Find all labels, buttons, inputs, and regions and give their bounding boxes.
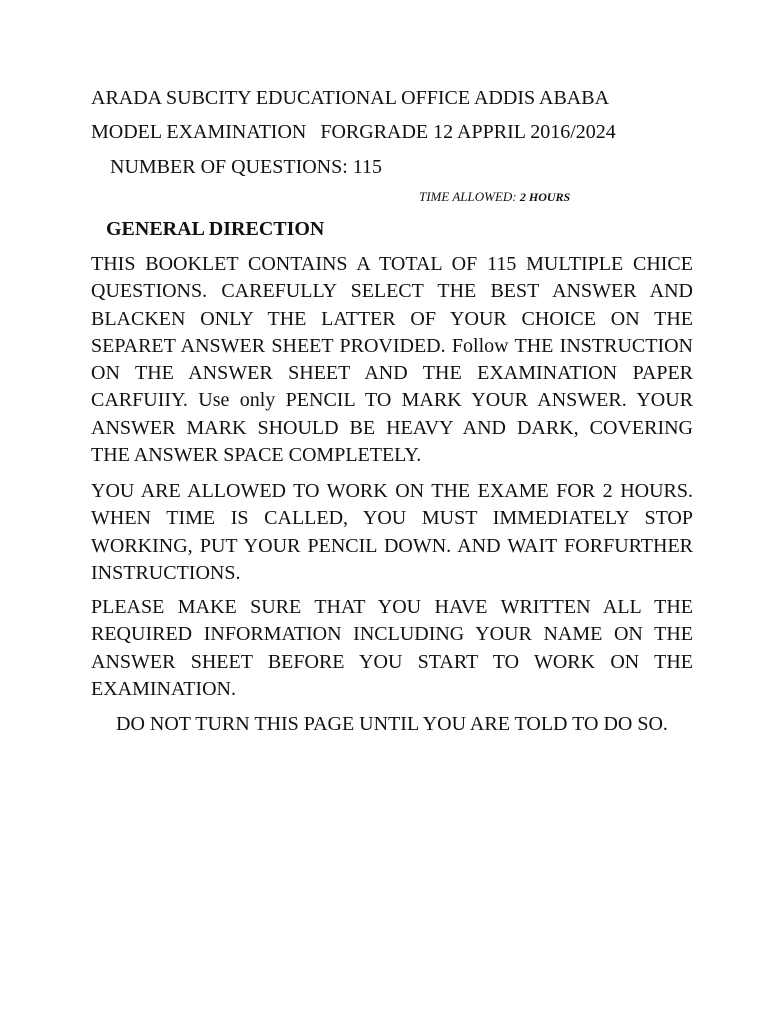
- direction-paragraph-2: YOU ARE ALLOWED TO WORK ON THE EXAME FOR 2 HOURS. WHEN TIME IS CALLED, YOU MUST IMMEDIATELY STOP WORKING, PUT YOUR PENCIL DOWN. AND WAIT FORFURTHER INSTRUCTIONS.: [91, 480, 693, 584]
- direction-paragraph-3: PLEASE MAKE SURE THAT YOU HAVE WRITTEN ALL THE REQUIRED INFORMATION INCLUDING YOUR NAME ON THE ANSWER SHEET BEFORE YOU START TO WORK ON THE EXAMINATION.: [91, 596, 693, 700]
- office-title: ARADA SUBCITY EDUCATIONAL OFFICE ADDIS ABABA: [91, 87, 610, 109]
- direction-paragraph-1: THIS BOOKLET CONTAINS A TOTAL OF 115 MULTIPLE CHICE QUESTIONS. CAREFULLY SELECT THE BEST ANSWER AND BLACKEN ONLY THE LATTER OF YOUR CHOICE ON THE SEPARET ANSWER SHEET PROVIDED. Follow THE INSTRUCTION ON THE ANSWER SHEET AND THE EXAMINATION PAPER CARFUIIY. Use only PENCIL TO MARK YOUR ANSWER. YOUR ANSWER MARK SHOULD BE HEAVY AND DARK, COVERING THE ANSWER SPACE COMPLETELY.: [91, 253, 693, 467]
- exam-title-grade: FORGRADE 12 APPRIL 2016/2024: [320, 121, 616, 143]
- general-direction-heading: GENERAL DIRECTION: [106, 218, 325, 240]
- exam-title: [91, 120, 616, 144]
- time-allowed-label: TIME ALLOWED:: [419, 189, 517, 204]
- closing-instruction: DO NOT TURN THIS PAGE UNTIL YOU ARE TOLD TO DO SO.: [116, 713, 668, 735]
- time-allowed: [419, 189, 570, 205]
- number-of-questions: NUMBER OF QUESTIONS: 115: [110, 156, 383, 178]
- exam-title-model: MODEL EXAMINATION: [91, 121, 307, 143]
- time-allowed-value: 2 HOURS: [519, 190, 571, 204]
